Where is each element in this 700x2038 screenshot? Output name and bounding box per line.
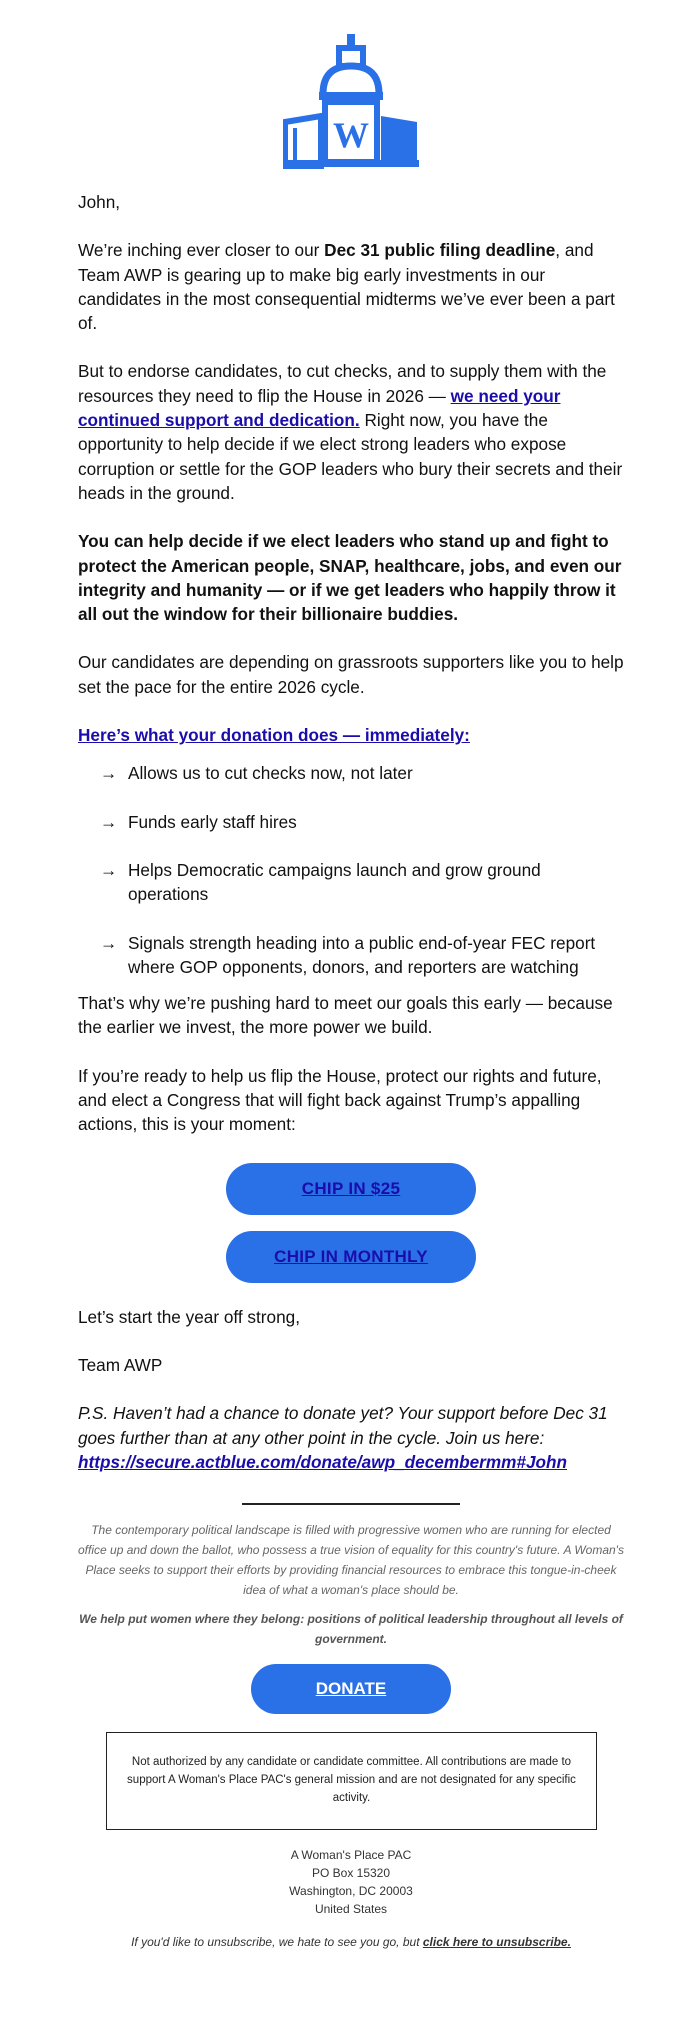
list-item <box>100 931 624 980</box>
list-item <box>100 761 624 785</box>
support-link[interactable]: we need your continued support and dedication. <box>78 385 561 431</box>
disclaimer-box <box>106 1732 597 1830</box>
footer-divider <box>242 1503 460 1505</box>
footer-tagline: We help put women where they belong: positions of political leadership throughout all levels of government. <box>79 1612 623 1646</box>
arrow-icon: → <box>100 811 118 832</box>
greeting: John, <box>78 192 121 212</box>
chip-in-monthly-button[interactable]: CHIP IN MONTHLY <box>226 1231 476 1283</box>
paragraph-decide: You can help decide if we elect leaders who stand up and fight to protect the American people, SNAP, healthcare, jobs, and even our integrity and humanity — or if we get leaders who happily throw it all out the window for their billionaire buddies. <box>78 531 622 625</box>
paragraph-text: But to endorse candidates, to cut checks, and to supply them with the resources they need to flip the House in 2026 — <box>78 361 607 406</box>
cta-buttons <box>78 1157 624 1283</box>
paragraph-text: , and Team AWP is gearing up to make big early investments in our candidates in the most consequential midterms we’ve ever been a part of. <box>78 240 615 334</box>
list-item-text: Signals strength heading into a public end-of-year FEC report where GOP opponents, donors, and reporters are watching <box>128 932 596 977</box>
paragraph-grassroots: Our candidates are depending on grassroots supporters like you to help set the pace for the entire 2026 cycle. <box>78 652 624 697</box>
footer-description: The contemporary political landscape is filled with progressive women who are running for elected office up and down the ballot, who possess a true vision of equality for this country's future. A Woman's Place seeks to support their efforts by providing financial resources to embrace this tongue-in-cheek idea of what a woman's place should be. <box>78 1523 624 1597</box>
disclaimer-text: Not authorized by any candidate or candidate committee. All contributions are made to support A Woman's Place PAC's general mission and are not designated for any specific activity. <box>127 1756 576 1804</box>
email-content <box>78 190 624 1498</box>
list-item-text: Allows us to cut checks now, not later <box>128 763 413 784</box>
address-line: Washington, DC 20003 <box>289 1884 413 1898</box>
capitol-logo-icon <box>283 32 419 172</box>
paragraph-endorse <box>78 359 624 505</box>
donation-heading-link[interactable]: Here’s what your donation does — immediately: <box>78 725 470 746</box>
list-item-text: Helps Democratic campaigns launch and grow ground operations <box>128 859 541 905</box>
address-line: United States <box>314 1902 388 1916</box>
paragraph-deadline <box>78 238 624 335</box>
arrow-icon: → <box>100 763 118 784</box>
list-item-text: Funds early staff hires <box>128 811 297 832</box>
mailing-address <box>78 1846 624 1918</box>
arrow-icon: → <box>100 859 118 880</box>
address-line: A Woman's Place PAC <box>290 1848 412 1862</box>
donate-url-link[interactable]: https://secure.actblue.com/donate/awp_decembermm#John <box>78 1451 568 1472</box>
paragraph-text: Right now, you have the opportunity to help decide if we elect strong leaders who expose corruption or settle for the GOP leaders who bury their secrets and their heads in the ground. <box>78 410 623 503</box>
chip-in-25-button[interactable]: CHIP IN $25 <box>226 1163 476 1215</box>
list-item <box>100 810 624 834</box>
signoff: Team AWP <box>78 1354 163 1375</box>
donation-heading-wrap <box>78 723 624 747</box>
unsubscribe-line <box>78 1933 624 1951</box>
address-line: PO Box 15320 <box>311 1866 391 1880</box>
postscript <box>78 1401 624 1474</box>
postscript-text: P.S. Haven’t had a chance to donate yet? Your support before Dec 31 goes further than at any other point in the cycle. Join us here: <box>78 1403 608 1448</box>
logo-letter: W <box>333 115 369 155</box>
paragraph-moment: If you’re ready to help us flip the House, protect our rights and future, and elect a Congress that will fight back against Trump’s appalling actions, this is your moment: <box>78 1065 602 1135</box>
paragraph-pushing: That’s why we’re pushing hard to meet our goals this early — because the earlier we invest, the more power we build. <box>78 993 613 1038</box>
unsubscribe-text: If you'd like to unsubscribe, we hate to see you go, but <box>131 1935 423 1949</box>
donation-list <box>100 761 624 979</box>
arrow-icon: → <box>100 932 118 953</box>
donate-button[interactable]: DONATE <box>251 1664 451 1714</box>
deadline-emphasis: Dec 31 public filing deadline <box>324 240 556 261</box>
unsubscribe-link[interactable]: click here to unsubscribe. <box>422 1935 571 1949</box>
closing: Let’s start the year off strong, <box>78 1306 300 1327</box>
list-item <box>100 858 624 907</box>
paragraph-text: We’re inching ever closer to our <box>78 240 325 261</box>
